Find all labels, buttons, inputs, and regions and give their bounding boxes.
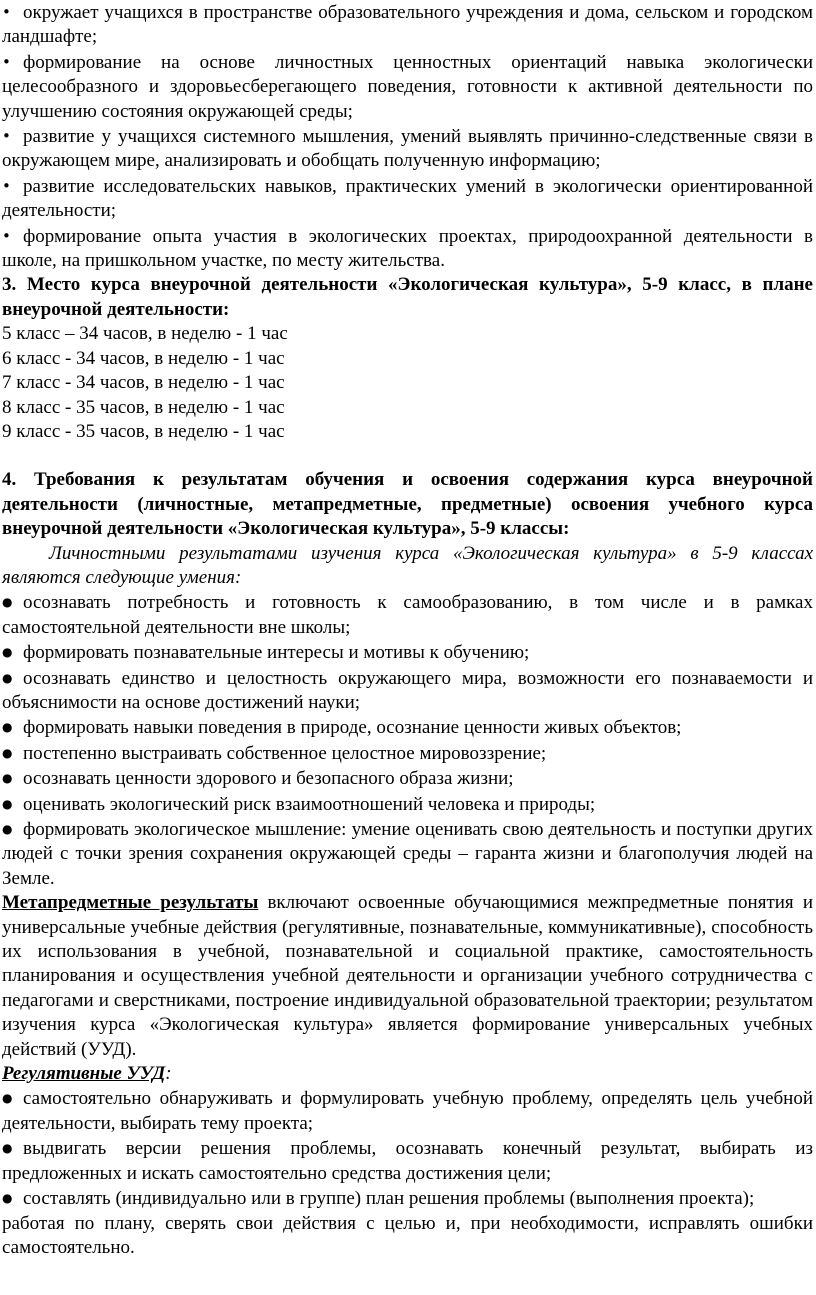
bullet-icon: ● xyxy=(2,720,13,735)
list-item: ● осознавать единство и целостность окружающего мира, возможности его познаваемости и объяснимости на основе достижений науки; xyxy=(2,667,813,713)
list-item: ● постепенно выстраивать собственное целостное мировоззрение; xyxy=(2,742,547,764)
list-item: • формирование на основе личностных ценностных ориентаций навыка экологически целесообразного и здоровьесберегающего поведения, готовности к активной деятельности по улучшению состояния окружающей среды; xyxy=(2,51,813,122)
regulatory-tail: работая по плану, сверять свои действия с целью и, при необходимости, исправлять ошибки самостоятельно. xyxy=(2,1212,813,1258)
bullet-icon: ● xyxy=(2,1091,13,1106)
section-4-heading: 4. Требования к результатам обучения и освоения содержания курса внеурочной деятельности (личностные, метапредметные, предметные) освоения учебного курса внеурочной деятельности «Экологическая культура», 5-9 классы: xyxy=(2,469,813,540)
list-item: ● составлять (индивидуально или в группе) план решения проблемы (выполнения проекта); xyxy=(2,1188,755,1210)
list-item: ● оценивать экологический риск взаимоотношений человека и природы; xyxy=(2,793,596,815)
bullet-icon: • xyxy=(2,3,11,21)
bullet-icon: ● xyxy=(2,796,13,811)
meta-results-paragraph: Метапредметные результаты включают освоенные обучающимися межпредметные понятия и универсальные учебные действия (регулятивные, познавательные, коммуникативные), способность их использования в учебной, познавательной и социальной практике, самостоятельность планирования и осуществления учебной деятельности и организации учебного сотрудничества с педагогами и сверстниками, построение индивидуальной образовательной траектории; результатом изучения курса «Экологическая культура» является формирование универсальных учебных действий (УУД). xyxy=(2,892,813,1060)
list-item: ● формировать навыки поведения в природе, осознание ценности живых объектов; xyxy=(2,717,682,739)
bullet-icon: ● xyxy=(2,1191,13,1206)
bullet-icon: ● xyxy=(2,595,13,610)
bullet-icon: ● xyxy=(2,771,13,786)
bullet-icon: ● xyxy=(2,645,13,660)
bullet-icon: • xyxy=(2,176,11,195)
list-item: ● осознавать ценности здорового и безопасного образа жизни; xyxy=(2,768,514,790)
hours-line: 9 класс - 35 часов, в неделю - 1 час xyxy=(2,420,285,442)
hours-line: 7 класс - 34 часов, в неделю - 1 час xyxy=(2,372,285,394)
meta-results-label: Метапредметные результаты xyxy=(2,892,259,914)
list-item: ● формировать познавательные интересы и мотивы к обучению; xyxy=(2,642,530,664)
hours-line: 8 класс - 35 часов, в неделю - 1 час xyxy=(2,396,285,418)
regulatory-heading: Регулятивные УУД: xyxy=(2,1063,172,1085)
list-item: ● выдвигать версии решения проблемы, осознавать конечный результат, выбирать из предложенных и искать самостоятельно средства достижения цели; xyxy=(2,1138,813,1184)
list-item: ● самостоятельно обнаруживать и формулировать учебную проблему, определять цель учебной деятельности, выбирать тему проекта; xyxy=(2,1088,813,1134)
list-item: • развитие у учащихся системного мышления, умений выявлять причинно-следственные связи в окружающем мире, анализировать и обобщать полученную информацию; xyxy=(2,126,813,172)
bullet-icon: ● xyxy=(2,745,13,760)
bullet-icon: • xyxy=(2,226,11,245)
hours-line: 5 класс – 34 часов, в неделю - 1 час xyxy=(2,323,288,345)
spacer xyxy=(2,444,813,468)
section-3-heading: 3. Место курса внеурочной деятельности «Экологическая культура», 5-9 класс, в плане внеурочной деятельности: xyxy=(2,274,813,320)
list-item: ● формировать экологическое мышление: умение оценивать свою деятельность и поступки других людей с точки зрения сохранения окружающей среды – гаранта жизни и благополучия людей на Земле. xyxy=(2,819,813,889)
personal-results-intro: Личностными результатами изучения курса «Экологическая культура» в 5-9 классах являются следующие умения: xyxy=(2,542,813,588)
bullet-icon: ● xyxy=(2,1141,13,1156)
list-item: • окружает учащихся в пространстве образовательного учреждения и дома, сельском и городском ландшафте; xyxy=(2,2,813,48)
list-item: • формирование опыта участия в экологических проектах, природоохранной деятельности в школе, на пришкольном участке, по месту жительства. xyxy=(2,225,813,272)
bullet-icon: • xyxy=(2,52,11,71)
list-item: ● осознавать потребность и готовность к самообразованию, в том числе и в рамках самостоятельной деятельности вне школы; xyxy=(2,592,813,638)
list-item: • развитие исследовательских навыков, практических умений в экологически ориентированной деятельности; xyxy=(2,175,813,222)
bullet-icon: ● xyxy=(2,670,13,685)
bullet-icon: ● xyxy=(2,822,13,836)
bullet-icon: • xyxy=(2,127,11,146)
hours-line: 6 класс - 34 часов, в неделю - 1 час xyxy=(2,347,285,369)
